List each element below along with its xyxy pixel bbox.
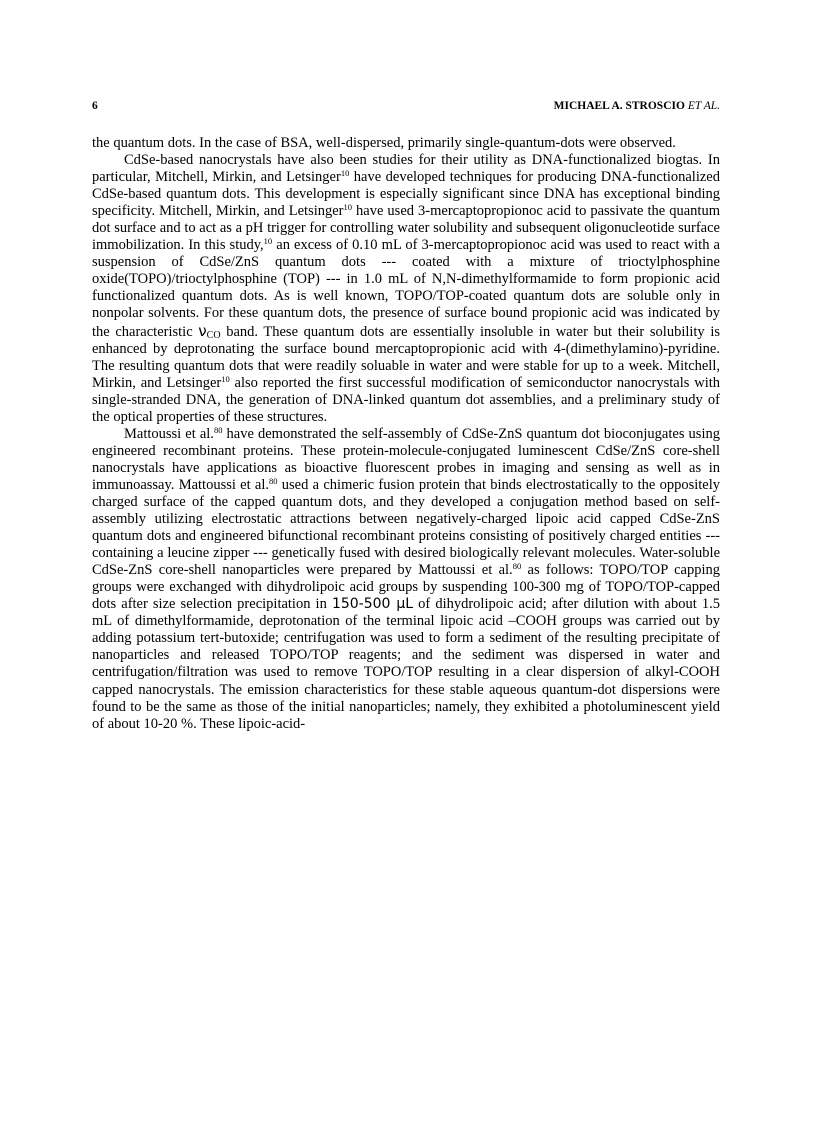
volume-range: 150-500 μL	[331, 596, 414, 613]
running-head-author: MICHAEL A. STROSCIO	[553, 100, 685, 112]
citation-ref: 10	[340, 168, 350, 179]
running-head-et-al: ET AL.	[687, 100, 720, 112]
paragraph-dna-functionalized: CdSe-based nanocrystals have also been studies for their utility as DNA-functionalized biogtas. In particular, Mitchell, Mirkin, and Letsinger$^{10}$ have developed techniques for producing DNA-functionalized CdSe-based quantum dots. This development is especially significant since DNA has exceptional binding specificity. Mitchell, Mirkin, and Letsinger$^{10}$ have used 3-mercaptopropionoc acid to passivate the quantum dot surface and to act as a pH trigger for controlling water solubility and subsequent oligonucleotide surface immobilization. In this study,$^{10}$ an excess of 0.10 mL of 3-mercaptopropionoc acid was used to react with a suspension of CdSe/ZnS quantum dots --- coated with a mixture of trioctylphosphine oxide(TOPO)/trioctylphosphine (TOP) --- in 1.0 mL of N,N-dimethylformamide to form propionic acid functionalized quantum dots. As is well known, TOPO/TOP-coated quantum dots are soluble only in nonpolar solvents. For these quantum dots, the presence of surface bound propionic acid was indicated by the characteristic $\nu_{CO}$ band. These quantum dots are essentially insoluble in water but their solubility is enhanced by deprotonating the surface bound mercaptopropionic acid with 4-(dimethylamino)-pyridine. The resulting quantum dots that were readily soluable in water and were stable for up to a week. Mitchell, Mirkin, and Letsinger$^{10}$ also reported the first successful modification of semiconductor nanocrystals with single-stranded DNA, the generation of DNA-linked quantum dot assemblies, and a preliminary study of the optical properties of these structures.	[92, 152, 720, 425]
paragraph-self-assembly: Mattoussi et al.$^{80}$ have demonstrated the self-assembly of CdSe-ZnS quantum dot bioconjugates using engineered recombinant proteins. These protein-molecule-conjugated luminescent CdSe/ZnS core-shell nanocrystals have applications as bioactive fluorescent probes in imaging and sensing as well as in immunoassay. Mattoussi et al.$^{80}$ used a chimeric fusion protein that binds electrostatically to the oppositely charged surface of the capped quantum dots, and they developed a conjugation method based on self-assembly utilizing electrostatic attractions between negatively-charged lipoic acid capped CdSe-ZnS quantum dots and engineered bifunctional recombinant proteins consisting of positively charged entities --- containing a leucine zipper --- genetically fused with desired biologically relevant molecules. Water-soluble CdSe-ZnS core-shell nanoparticles were prepared by Mattoussi et al.$^{80}$ as follows: TOPO/TOP capping groups were exchanged with dihydrolipoic acid groups by suspending 100-300 mg of TOPO/TOP-capped dots after size selection precipitation in 150-500 μL of dihydrolipoic acid; after dilution with about 1.5 mL of dimethylformamide, deprotonation of the terminal lipoic acid –COOH groups was carried out by adding potassium tert-butoxide; centrifugation was used to form a sediment of the resulting precipitate of nanoparticles and released TOPO/TOP reagents; and the sediment was dispersed in water and centrifugation/filtration was used to remove TOPO/TOP resulting in a clear dispersion of alkyl-COOH capped nanocrystals. The emission characteristics for these stable aqueous quantum-dot dispersions were found to be the same as those of the initial nanoparticles; namely, they exhibited a photoluminescent yield of about 10-20 %. These lipoic-acid-	[92, 424, 720, 732]
citation-ref: 10	[343, 202, 353, 213]
nu-subscript: CO	[206, 329, 221, 341]
running-head	[554, 100, 720, 112]
page-number: 6	[92, 100, 98, 112]
citation-ref: 10	[221, 373, 230, 384]
citation-ref: 10	[263, 236, 273, 247]
nu-symbol: ν	[198, 321, 207, 340]
citation-ref: 80	[512, 561, 522, 572]
body-text	[92, 135, 720, 733]
citation-ref: 80	[269, 475, 278, 486]
page-header	[92, 100, 720, 118]
citation-ref: 80	[213, 424, 223, 435]
paragraph-continued: the quantum dots. In the case of BSA, well-dispersed, primarily single-quantum-dots were observed.	[92, 135, 676, 151]
